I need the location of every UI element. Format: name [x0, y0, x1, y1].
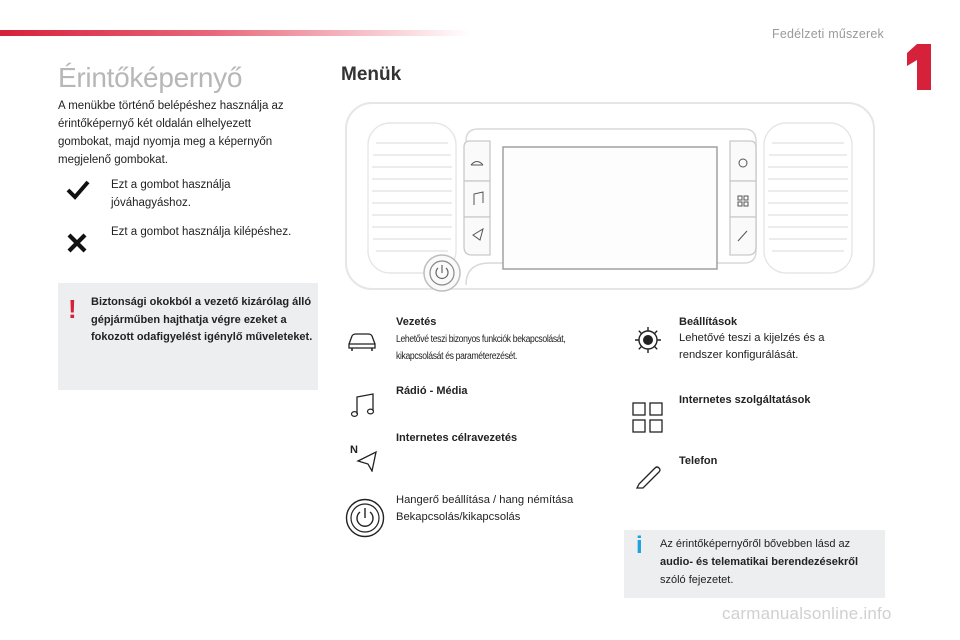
phone-icon	[634, 463, 662, 491]
info-text-part2: szóló fejezetet.	[660, 574, 734, 586]
menu-radio-label: Rádió - Média	[396, 385, 468, 397]
intro-paragraph: A menükbe történő belépéshez használja az érintőképernyő két oldalán elhelyezett gombokat, majd nyomja meg a képernyőn megjelenő gombokat.	[58, 100, 284, 166]
warning-icon: !	[68, 294, 77, 324]
menu-settings-desc: Lehetővé teszi a kijelzés és a rendszer konfigurálását.	[679, 332, 825, 361]
info-text	[660, 535, 875, 589]
exit-text: Ezt a gombot használja kilépéshez.	[111, 226, 292, 238]
confirm-text: Ezt a gombot használja jóváhagyáshoz.	[111, 179, 231, 209]
info-icon: i	[636, 532, 643, 559]
menu-driving-desc: Lehetővé teszi bizonyos funkciók bekapcsolását, kikapcsolását és paraméterezését.	[396, 334, 566, 362]
grid-apps-icon	[632, 402, 664, 434]
page-title: Érintőképernyő	[58, 62, 243, 93]
info-text-part1: Az érintőképernyőről bővebben lásd az	[660, 538, 851, 550]
menu-phone-label: Telefon	[679, 455, 718, 467]
car-icon	[346, 330, 378, 352]
menu-driving-label: Vezetés	[396, 316, 437, 328]
menu-navigation-label: Internetes célravezetés	[396, 432, 518, 444]
cross-icon	[66, 232, 88, 254]
power-button-icon	[345, 498, 385, 538]
chapter-number	[904, 44, 932, 90]
info-text-bold: audio- és telematikai berendezésekről	[660, 556, 859, 568]
menu-online-services-label: Internetes szolgáltatások	[679, 394, 811, 406]
touchscreen-illustration	[340, 95, 880, 295]
checkmark-icon	[66, 180, 90, 200]
navigation-north-letter: N	[350, 444, 358, 456]
menu-settings-label: Beállítások	[679, 316, 738, 328]
watermark: carmanualsonline.info	[722, 604, 892, 623]
section-title: Fedélzeti műszerek	[772, 27, 884, 41]
menus-title: Menük	[341, 64, 402, 85]
menu-volume-desc: Hangerő beállítása / hang némítása Bekapcsolás/kikapcsolás	[396, 494, 574, 523]
header-accent-bar	[0, 30, 470, 36]
navigation-arrow-icon	[352, 448, 378, 472]
warning-text: Biztonsági okokból a vezető kizárólag álló gépjárműben hajthatja végre ezeket a fokozott odafigyelést igénylő műveleteket.	[91, 296, 313, 343]
music-note-icon	[350, 392, 376, 418]
gear-icon	[633, 325, 663, 355]
